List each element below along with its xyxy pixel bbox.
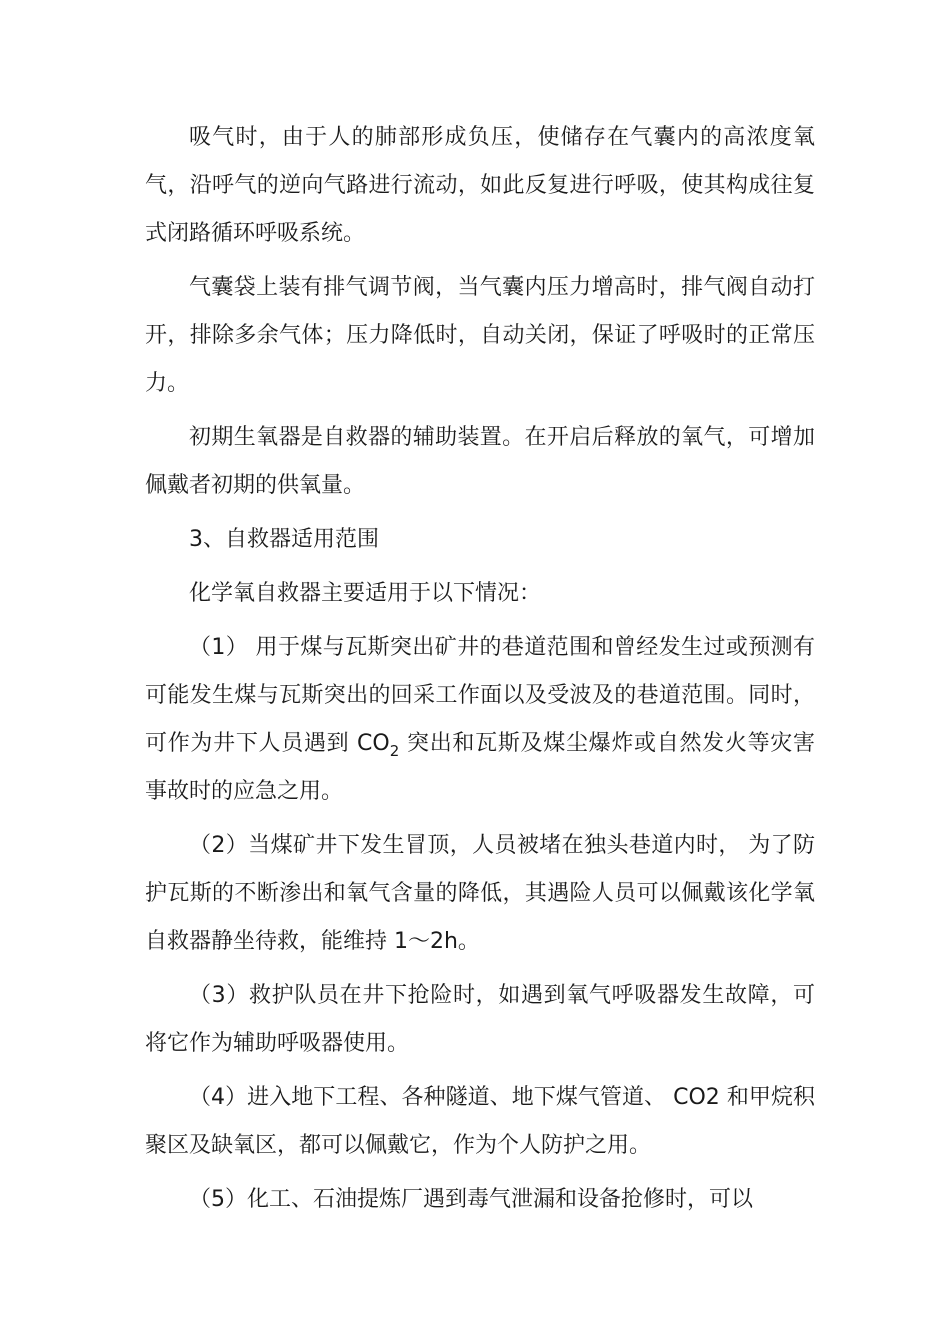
list-item-5: （5）化工、石油提炼厂遇到毒气泄漏和设备抢修时，可以 <box>189 1187 753 1212</box>
list-item-4: （4）进入地下工程、各种隧道、地下煤气管道、 CO2 和甲烷积聚区及缺氧区，都可以佩戴它，作为个人防护之用。 <box>145 1085 815 1158</box>
paragraph-initial-oxygen-generator: 初期生氧器是自救器的辅助装置。在开启后释放的氧气，可增加佩戴者初期的供氧量。 <box>145 425 815 498</box>
list-item-1-subscript: 2 <box>389 742 400 760</box>
list-item-1 <box>145 624 815 816</box>
section-intro: 化学氧自救器主要适用于以下情况： <box>189 581 542 606</box>
paragraph-exhaust-valve: 气囊袋上装有排气调节阀，当气囊内压力增高时，排气阀自动打开，排除多余气体；压力降低时，自动关闭，保证了呼吸时的正常压力。 <box>145 275 815 396</box>
list-item-1-text-a: （1） 用于煤与瓦斯突出矿井的巷道范围和曾经发生过或预测有可能发生煤与瓦斯突出的回采工作面以及受波及的巷道范围。同时，可作为井下人员遇到 CO <box>145 635 815 756</box>
list-item-3: （3）救护队员在井下抢险时，如遇到氧气呼吸器发生故障，可将它作为辅助呼吸器使用。 <box>145 983 815 1056</box>
document-body <box>145 114 815 1230</box>
list-item-1-text-b: 突出和瓦斯及煤尘爆炸或自然发火等灾害事故时的应急之用。 <box>145 731 816 804</box>
paragraph-inhalation: 吸气时，由于人的肺部形成负压，使储存在气囊内的高浓度氧气，沿呼气的逆向气路进行流动，如此反复进行呼吸，使其构成往复式闭路循环呼吸系统。 <box>145 125 815 246</box>
list-item-2: （2）当煤矿井下发生冒顶，人员被堵在独头巷道内时， 为了防护瓦斯的不断渗出和氧气含量的降低，其遇险人员可以佩戴该化学氧自救器静坐待救，能维持 1～2h。 <box>145 833 815 954</box>
section-heading: 3、自救器适用范围 <box>189 527 379 552</box>
